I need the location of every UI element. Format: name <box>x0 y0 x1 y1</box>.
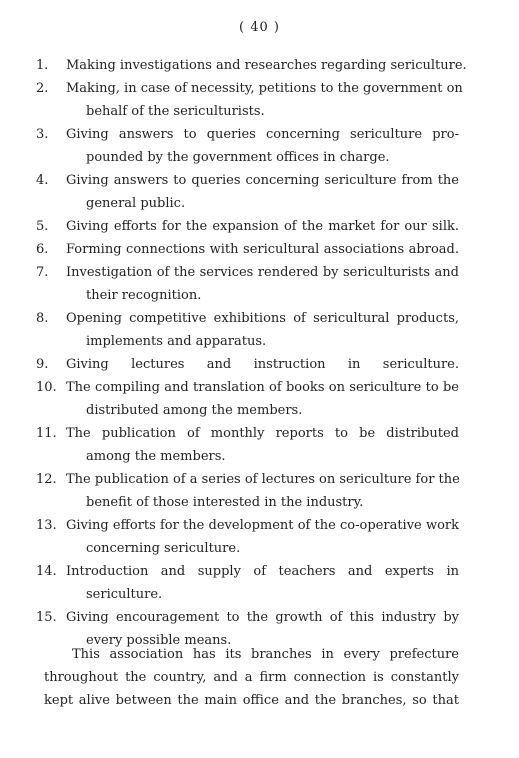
list-item <box>0 422 519 468</box>
item-number: 4. <box>36 173 49 188</box>
list-item <box>0 54 519 77</box>
item-number: 10. <box>36 380 57 395</box>
list-item <box>0 514 519 560</box>
paragraph-line: kept alive between the main office and the branches, so that <box>44 693 459 708</box>
item-number: 14. <box>36 564 57 579</box>
item-number: 11. <box>36 426 57 441</box>
body-paragraph <box>0 643 519 712</box>
item-text-line: sericulture. <box>86 587 163 602</box>
item-text-line: among the members. <box>86 449 226 464</box>
item-number: 13. <box>36 518 57 533</box>
list-item <box>0 261 519 307</box>
item-text-line: Opening competitive exhibitions of sericultural products, <box>66 311 459 326</box>
item-text-line: general public. <box>86 196 186 211</box>
list-item <box>0 169 519 215</box>
item-text-line: Making investigations and researches regarding sericulture. <box>66 58 467 73</box>
item-number: 2. <box>36 81 49 96</box>
item-text-line: pounded by the government offices in charge. <box>86 150 390 165</box>
item-text-line: Giving answers to queries concerning sericulture pro- <box>66 127 459 142</box>
list-item <box>0 123 519 169</box>
item-number: 15. <box>36 610 57 625</box>
item-number: 12. <box>36 472 57 487</box>
item-text-line: benefit of those interested in the industry. <box>86 495 364 510</box>
item-text-line: Giving lectures and instruction in sericulture. <box>66 357 459 372</box>
item-text-line: Giving efforts for the development of the co-operative work <box>66 518 459 533</box>
item-text-line: Giving efforts for the expansion of the market for our silk. <box>66 219 459 234</box>
list-item <box>0 238 519 261</box>
item-text-line: Making, in case of necessity, petitions to the government on <box>66 81 463 96</box>
list-item <box>0 77 519 123</box>
item-number: 9. <box>36 357 49 372</box>
list-item <box>0 215 519 238</box>
list-item <box>0 560 519 606</box>
item-number: 1. <box>36 58 49 73</box>
item-text-line: Giving encouragement to the growth of this industry by <box>66 610 459 625</box>
item-text-line: every possible means. <box>86 633 232 648</box>
item-text-line: their recognition. <box>86 288 202 303</box>
item-text-line: distributed among the members. <box>86 403 303 418</box>
item-text-line: Forming connections with sericultural associations abroad. <box>66 242 459 257</box>
list-item <box>0 376 519 422</box>
item-text-line: Giving answers to queries concerning sericulture from the <box>66 173 459 188</box>
item-text-line: The publication of monthly reports to be distributed <box>66 426 459 441</box>
item-text-line: behalf of the sericulturists. <box>86 104 265 119</box>
item-number: 5. <box>36 219 49 234</box>
page-number: ( 40 ) <box>239 20 280 35</box>
item-text-line: implements and apparatus. <box>86 334 267 349</box>
item-number: 7. <box>36 265 49 280</box>
item-text-line: The compiling and translation of books on sericulture to be <box>66 380 459 395</box>
item-text-line: Investigation of the services rendered by sericulturists and <box>66 265 459 280</box>
objectives-list <box>0 54 519 652</box>
item-number: 6. <box>36 242 49 257</box>
item-number: 8. <box>36 311 49 326</box>
list-item <box>0 353 519 376</box>
item-text-line: The publication of a series of lectures on sericulture for the <box>66 472 460 487</box>
paragraph-line: This association has its branches in every prefecture <box>72 647 459 662</box>
list-item <box>0 468 519 514</box>
item-text-line: concerning sericulture. <box>86 541 241 556</box>
paragraph-line: throughout the country, and a firm connection is constantly <box>44 670 459 685</box>
item-text-line: Introduction and supply of teachers and experts in <box>66 564 459 579</box>
list-item <box>0 307 519 353</box>
item-number: 3. <box>36 127 49 142</box>
